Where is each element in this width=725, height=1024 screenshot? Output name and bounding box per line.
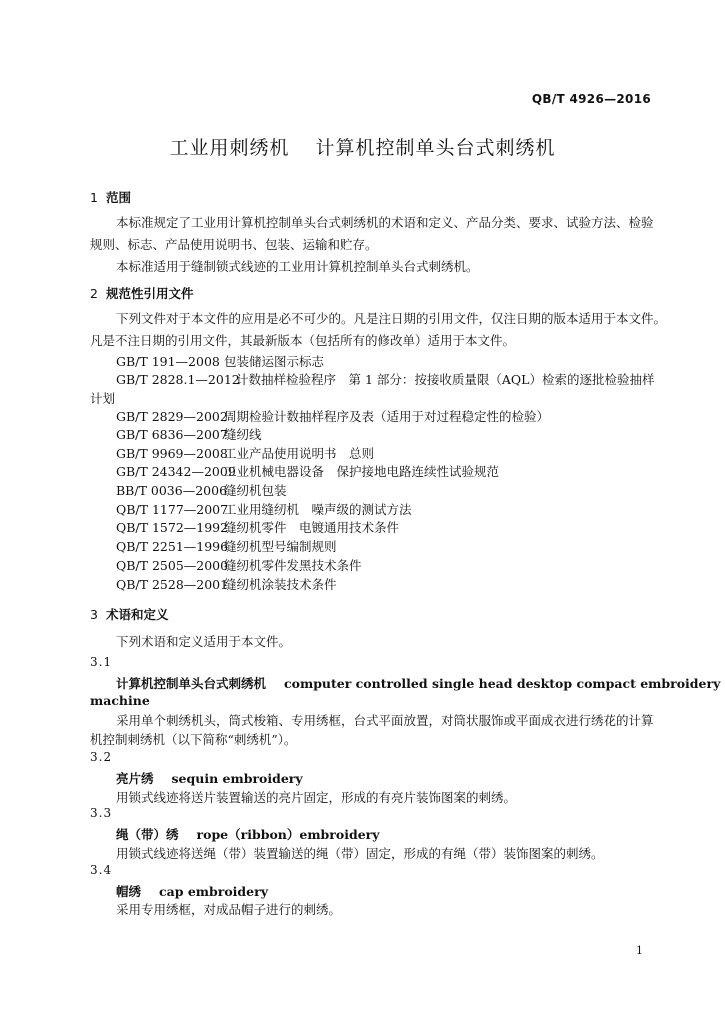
term-definition: 用锁式线迹将送片装置输送的亮片固定，形成的有亮片装饰图案的刺绣。: [116, 790, 517, 805]
section-2-intro-line2: 凡是不注日期的引用文件，其最新版本（包括所有的修改单）适用于本文件。: [90, 333, 516, 348]
reference-item: GB/T 6836—2007缝纫线: [116, 427, 262, 442]
section-2-heading: 2 规范性引用文件: [90, 286, 194, 301]
reference-item: GB/T 2829—2002周期检验计数抽样程序及表（适用于对过程稳定性的检验）: [116, 409, 550, 424]
term-number: 3.3: [90, 806, 113, 820]
section-3-heading: 3 术语和定义: [90, 607, 169, 622]
title-part2: 计算机控制单头台式刺绣机: [315, 137, 556, 159]
reference-item: GB/T 24342—2009工业机械电器设备 保护接地电路连续性试验规范: [116, 464, 500, 479]
term-number: 3.1: [90, 655, 113, 669]
section-1-para2: 本标准适用于缝制锁式线迹的工业用计算机控制单头台式刺绣机。: [116, 259, 479, 274]
term-heading: 绳（带）绣 rope（ribbon）embroidery: [116, 827, 380, 842]
section-3-intro: 下列术语和定义适用于本文件。: [116, 634, 292, 649]
term-definition-line1: 采用单个刺绣机头，筒式梭箱、专用绣框，台式平面放置，对筒状服饰或平面成衣进行绣花的计算: [116, 713, 654, 728]
page-title: [0, 133, 725, 160]
reference-item: QB/T 2251—1996缝纫机型号编制规则: [116, 539, 337, 554]
reference-item: GB/T 191—2008 包装储运图示标志: [116, 354, 325, 369]
reference-item: QB/T 2528—2001缝纫机涂装技术条件: [116, 577, 337, 592]
title-part1: 工业用刺绣机: [169, 137, 290, 159]
reference-item: GB/T 2828.1—2012计数抽样检验程序 第 1 部分：按接收质量限（AQL）检索的逐批检验抽样: [116, 372, 655, 387]
section-2-intro-line1: 下列文件对于本文件的应用是必不可少的。凡是注日期的引用文件，仅注日期的版本适用于本文件。: [116, 311, 667, 326]
term-heading: 亮片绣 sequin embroidery: [116, 771, 303, 786]
reference-item: BB/T 0036—2006缝纫机包装: [116, 483, 287, 498]
reference-item-continuation: 计划: [90, 391, 116, 406]
reference-item: QB/T 1572—1992缝纫机零件 电镀通用技术条件: [116, 520, 400, 535]
term-heading: 计算机控制单头台式刺绣机 computer controlled single head desktop compact embroidery: [116, 676, 721, 691]
section-1-heading: 1 范围: [90, 190, 132, 205]
term-number: 3.2: [90, 750, 113, 764]
section-1-para1-line1: 本标准规定了工业用计算机控制单头台式刺绣机的术语和定义、产品分类、要求、试验方法、检验: [116, 215, 654, 230]
reference-item: GB/T 9969—2008工业产品使用说明书 总则: [116, 446, 375, 461]
section-1-para1-line2: 规则、标志、产品使用说明书、包装、运输和贮存。: [90, 237, 378, 252]
term-definition: 采用专用绣框，对成品帽子进行的刺绣。: [116, 902, 342, 917]
term-heading-continuation: machine: [90, 693, 150, 708]
term-definition: 用锁式线迹将送绳（带）装置输送的绳（带）固定，形成的有绳（带）装饰图案的刺绣。: [116, 846, 604, 861]
page-number: 1: [636, 944, 643, 957]
reference-item: QB/T 1177—2007工业用缝纫机 噪声级的测试方法: [116, 502, 412, 517]
reference-item: QB/T 2505—2000缝纫机零件发黑技术条件: [116, 558, 362, 573]
term-heading: 帽绣 cap embroidery: [116, 884, 268, 899]
term-definition-line2: 机控制刺绣机（以下简称“刺绣机”）。: [90, 732, 297, 747]
standard-code: QB/T 4926—2016: [531, 92, 651, 106]
term-number: 3.4: [90, 863, 113, 877]
